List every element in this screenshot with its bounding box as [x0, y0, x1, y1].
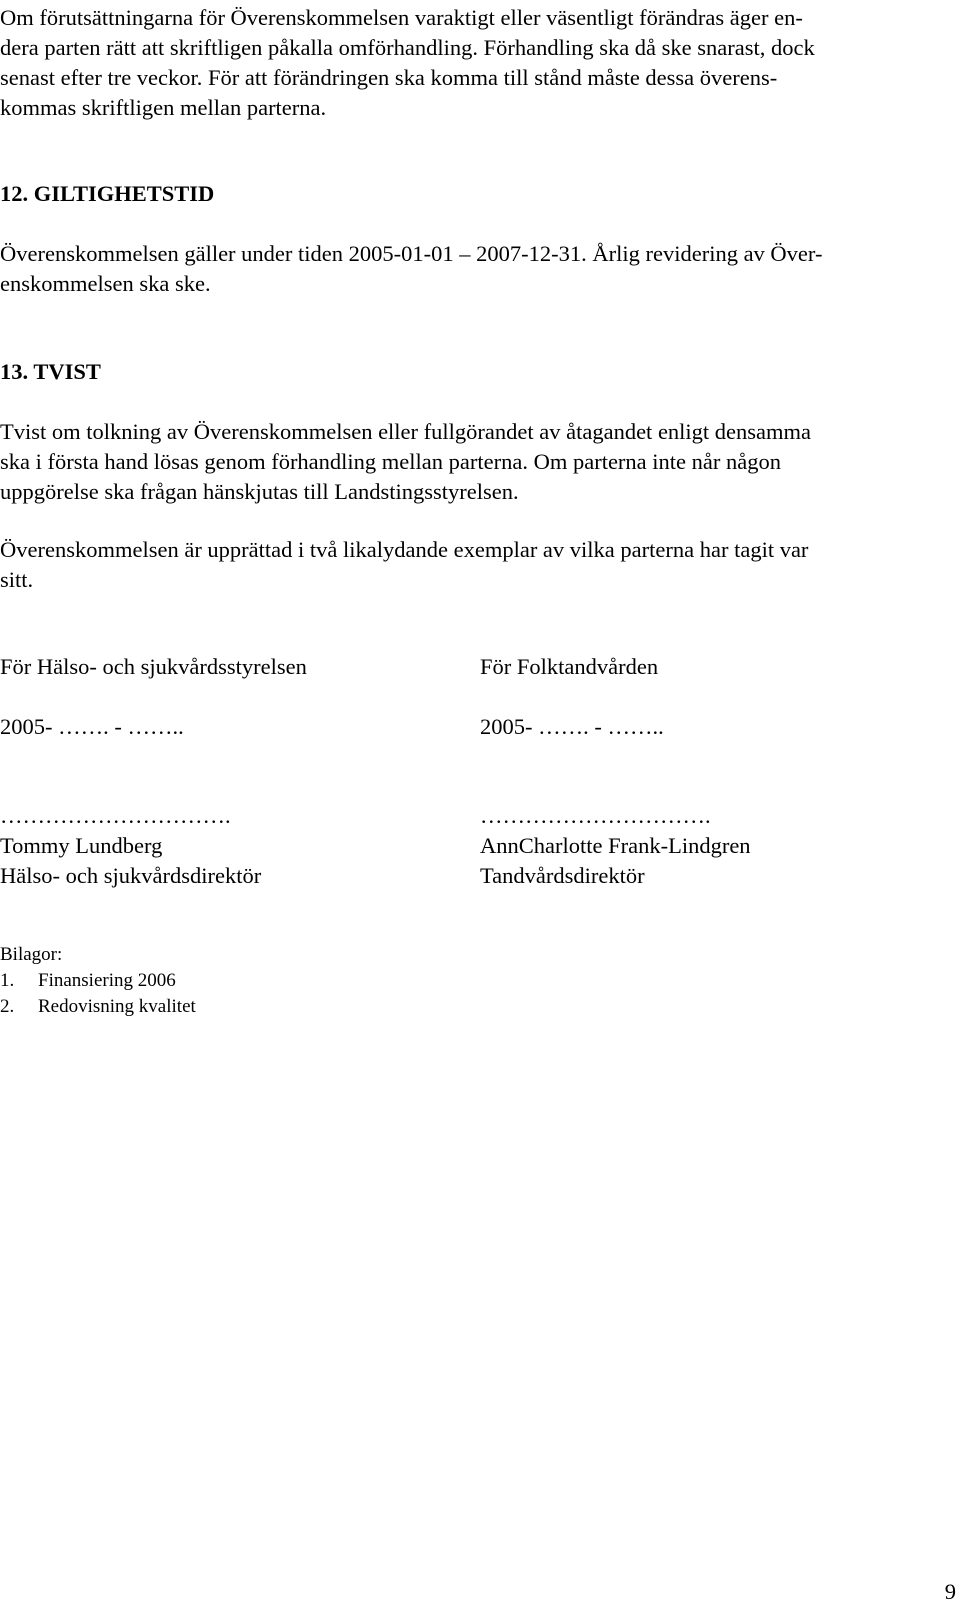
closing-paragraph [0, 535, 808, 595]
intro-paragraph [0, 3, 815, 123]
signature-right-line: …………………………. [480, 803, 711, 828]
intro-line-1: Om förutsättningarna för Överenskommelsen varaktigt eller väsentligt förändras äger en- [0, 5, 803, 30]
section-12-line-1: Överenskommelsen gäller under tiden 2005-01-01 – 2007-12-31. Årlig revidering av Över- [0, 241, 823, 266]
section-13-line-1: Tvist om tolkning av Överenskommelsen eller fullgörandet av åtagandet enligt densamma [0, 419, 812, 444]
attachment-number: 1. [0, 970, 15, 991]
signature-left-line: …………………………. [0, 803, 231, 828]
intro-line-3: senast efter tre veckor. För att förändringen ska komma till stånd måste dessa överens- [0, 65, 778, 90]
signature-left-name: Tommy Lundberg [0, 833, 163, 858]
intro-line-4: kommas skriftligen mellan parterna. [0, 95, 327, 120]
section-13-line-3: uppgörelse ska frågan hänskjutas till Landstingsstyrelsen. [0, 479, 519, 504]
signature-block-right [480, 652, 751, 891]
attachments-block [0, 942, 196, 1020]
section-12-heading: 12. GILTIGHETSTID [0, 181, 215, 206]
attachment-text: Finansiering 2006 [38, 970, 176, 991]
section-13-line-2: ska i första hand lösas genom förhandling mellan parterna. Om parterna inte når någon [0, 449, 781, 474]
section-12-paragraph [0, 239, 822, 299]
attachments-label: Bilagor: [0, 944, 63, 965]
signature-left-title: Hälso- och sjukvårdsdirektör [0, 863, 262, 888]
page-number: 9 [944, 1579, 956, 1604]
attachment-item [0, 994, 196, 1020]
section-13-heading: 13. TVIST [0, 359, 101, 384]
section-13-paragraph [0, 417, 811, 507]
closing-line-2: sitt. [0, 567, 34, 592]
signature-left-date: 2005- ……. - …….. [0, 714, 184, 739]
signature-right-name: AnnCharlotte Frank-Lindgren [480, 833, 751, 858]
attachment-item [0, 968, 196, 994]
attachment-text: Redovisning kvalitet [38, 996, 196, 1017]
signature-right-title: Tandvårdsdirektör [480, 863, 645, 888]
signature-right-party: För Folktandvården [480, 654, 659, 679]
signature-block-left [0, 652, 307, 891]
section-12-line-2: enskommelsen ska ske. [0, 271, 211, 296]
signature-right-date: 2005- ……. - …….. [480, 714, 664, 739]
attachment-number: 2. [0, 996, 15, 1017]
closing-line-1: Överenskommelsen är upprättad i två likalydande exemplar av vilka parterna har tagit var [0, 537, 809, 562]
signature-left-party: För Hälso- och sjukvårdsstyrelsen [0, 654, 307, 679]
intro-line-2: dera parten rätt att skriftligen påkalla omförhandling. Förhandling ska då ske snarast, dock [0, 35, 815, 60]
